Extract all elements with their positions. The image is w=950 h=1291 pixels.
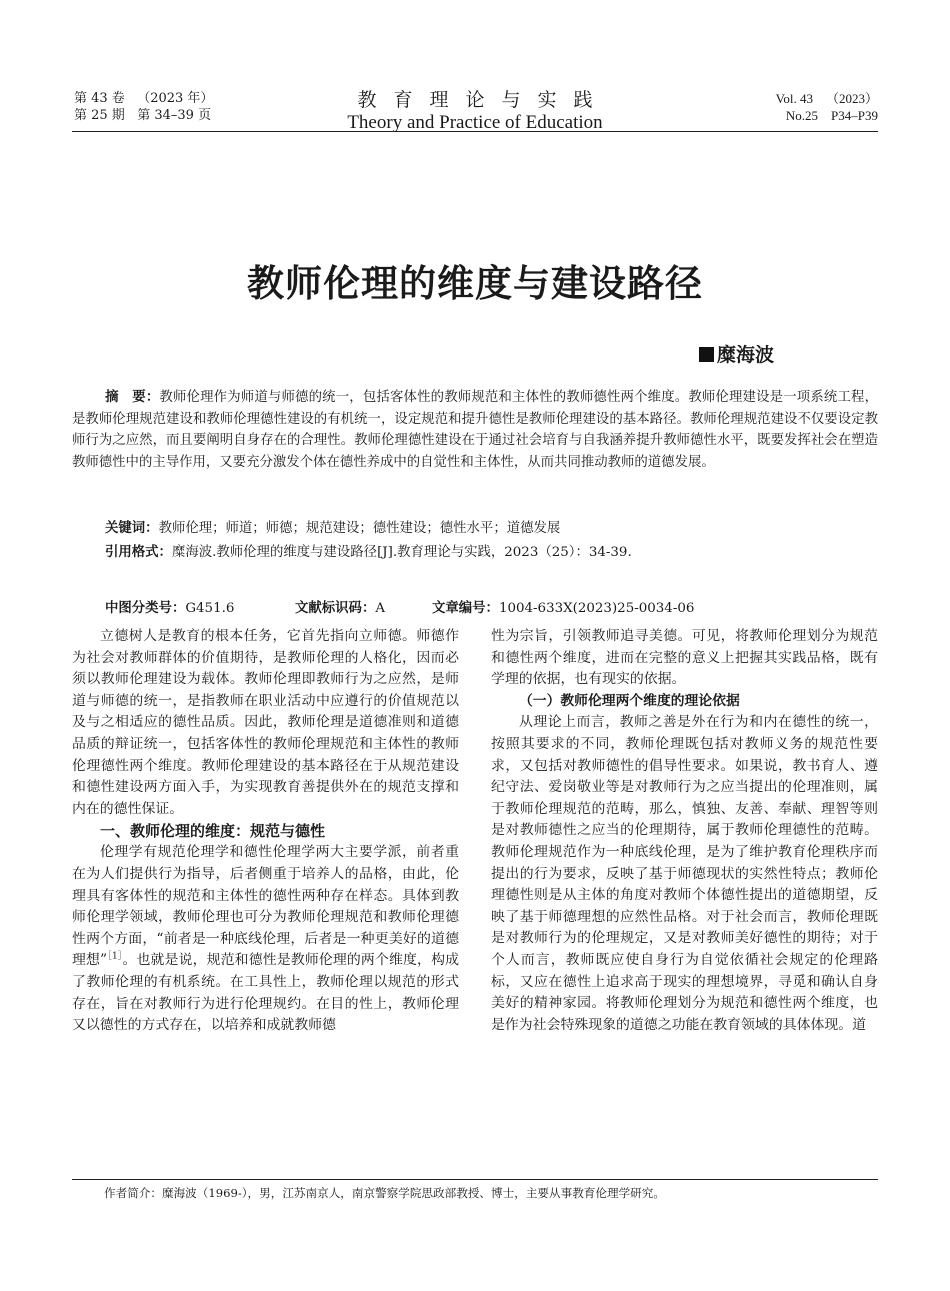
author-line [699,340,774,367]
section-heading: 一、教师伦理的维度：规范与德性 [100,822,326,841]
pages-cn: 第 34–39 页 [137,108,212,123]
keywords-text: 教师伦理；师道；师德；规范建设；德性建设；德性水平；道德发展 [158,521,561,536]
square-bullet-icon [699,347,714,362]
journal-name-cn: 教育理论与实践 [357,89,610,111]
body-column-right [491,626,878,1036]
paragraph: 立德树人是教育的根本任务，它首先指向立师德。师德作为社会对教师群体的价值期待，是教师伦理的人格化，因而必须以教师伦理建设为载体。教师伦理即教师行为之应然，是师道与师德的统一，是指教师在职业活动中应遵行的价值规范以及与之相适应的德性品质。因此，教师伦理是道德准则和道德品质的辩证统一，包括客体性的教师伦理规范和主体性的教师伦理德性两个维度。教师伦理建设的基本路径在于从规范建设和德性建设两方面入手，为实现教育善提供外在的规范支撑和内在的德性保证。 [72,628,459,817]
paragraph-text: 。也就是说，规范和德性是教师伦理的两个维度，构成了教师伦理的有机系统。在工具性上，教师伦理以规范的形式存在，旨在对教师行为进行伦理规约。在目的性上，教师伦理又以德性的方式存在，以培养和成就教师德 [72,952,459,1034]
clc-label: 中图分类号： [105,601,186,616]
issue-en: No.25 [785,108,819,123]
header-left [74,90,213,124]
article-id-value: 1004-633X(2023)25-0034-06 [498,601,695,616]
abstract-label: 摘 要： [105,390,160,405]
reference-marker[interactable]: ［1］ [107,951,123,962]
keywords-label: 关键词： [105,521,159,536]
doc-code-label: 文献标识码： [295,601,376,616]
volume-en: Vol. 43 [775,91,813,106]
clc-value: G451.6 [185,601,235,616]
footnote-divider [72,1179,878,1180]
year-en: （2023） [825,91,878,106]
paragraph-text: 伦理学有规范伦理学和德性伦理学两大主要学派，前者重在为人们提供行为指导，后者侧重于培养人的品格，由此，伦理具有客体性的规范和主体性的德性两种存在样态。具体到教师伦理学领域，教师伦理也可分为教师伦理规范和教师伦理德性两个方面，“前者是一种底线伦理，后者是一种更美好的道德理想” [72,844,459,969]
issue-cn: 第 25 期 [74,108,125,123]
header-right [776,90,878,124]
year-cn: （2023 年） [137,91,214,106]
subsection-heading: （一）教师伦理两个维度的理论依据 [519,692,740,709]
journal-masthead [305,88,645,134]
author-name: 糜海波 [716,344,774,366]
body-column-left [72,626,459,1037]
author-footnote: 作者简介：糜海波（1969-），男，江苏南京人，南京警察学院思政部教授、博士，主要从事教育伦理学研究。 [104,1186,665,1200]
abstract [72,387,878,473]
paragraph: 性为宗旨，引领教师追寻美德。可见，将教师伦理划分为规范和德性两个维度，进而在完整的意义上把握其实践品格，既有学理的依据，也有现实的依据。 [491,628,878,688]
header-divider [72,131,878,132]
journal-name-en: Theory and Practice of Education [347,112,603,133]
volume-cn: 第 43 卷 [74,91,125,106]
pages-en: P34–P39 [831,108,878,123]
paragraph: 从理论上而言，教师之善是外在行为和内在德性的统一，按照其要求的不同，教师伦理既包括对教师义务的规范性要求，又包括对教师德性的倡导性要求。如果说，教书育人、遵纪守法、爱岗敬业等是对教师行为之应当提出的伦理准则，属于教师伦理规范的范畴，那么，慎独、友善、奉献、理智等则是对教师德性之应当的伦理期待，属于教师伦理德性的范畴。教师伦理规范作为一种底线伦理，是为了维护教育伦理秩序而提出的行为要求，反映了基于师德现状的实然性特点；教师伦理德性则是从主体的角度对教师个体德性提出的道德期望，反映了基于师德理想的应然性品格。对于社会而言，教师伦理既是对教师行为的伦理规定，又是对教师美好德性的期待；对于个人而言，教师既应使自身行为自觉依循社会规定的伦理路标，又应在德性上追求高于现实的理想境界，寻觅和确认自身美好的精神家园。将教师伦理划分为规范和德性两个维度，也是作为社会特殊现象的道德之功能在教育领域的具体体现。道 [491,714,878,1033]
citation-label: 引用格式： [105,545,172,560]
keywords-block [105,517,885,565]
abstract-text: 教师伦理作为师道与师德的统一，包括客体性的教师规范和主体性的教师德性两个维度。教师伦理建设是一项系统工程，是教师伦理规范建设和教师伦理德性建设的有机统一，设定规范和提升德性是教师伦理建设的基本路径。教师伦理规范建设不仅要设定教师行为之应然，而且要阐明自身存在的合理性。教师伦理德性建设在于通过社会培育与自我涵养提升教师德性水平，既要发挥社会在塑造教师德性中的主导作用，又要充分激发个体在德性养成中的自觉性和主体性，从而共同推动教师的道德发展。 [72,390,879,470]
article-title: 教师伦理的维度与建设路径 [247,262,703,305]
doc-code-value: A [375,601,386,616]
classification-line [105,597,885,616]
citation-text: 糜海波.教师伦理的维度与建设路径[J].教育理论与实践，2023（25）：34-39. [171,545,632,560]
paragraph [72,842,459,1036]
article-id-label: 文章编号： [432,601,499,616]
